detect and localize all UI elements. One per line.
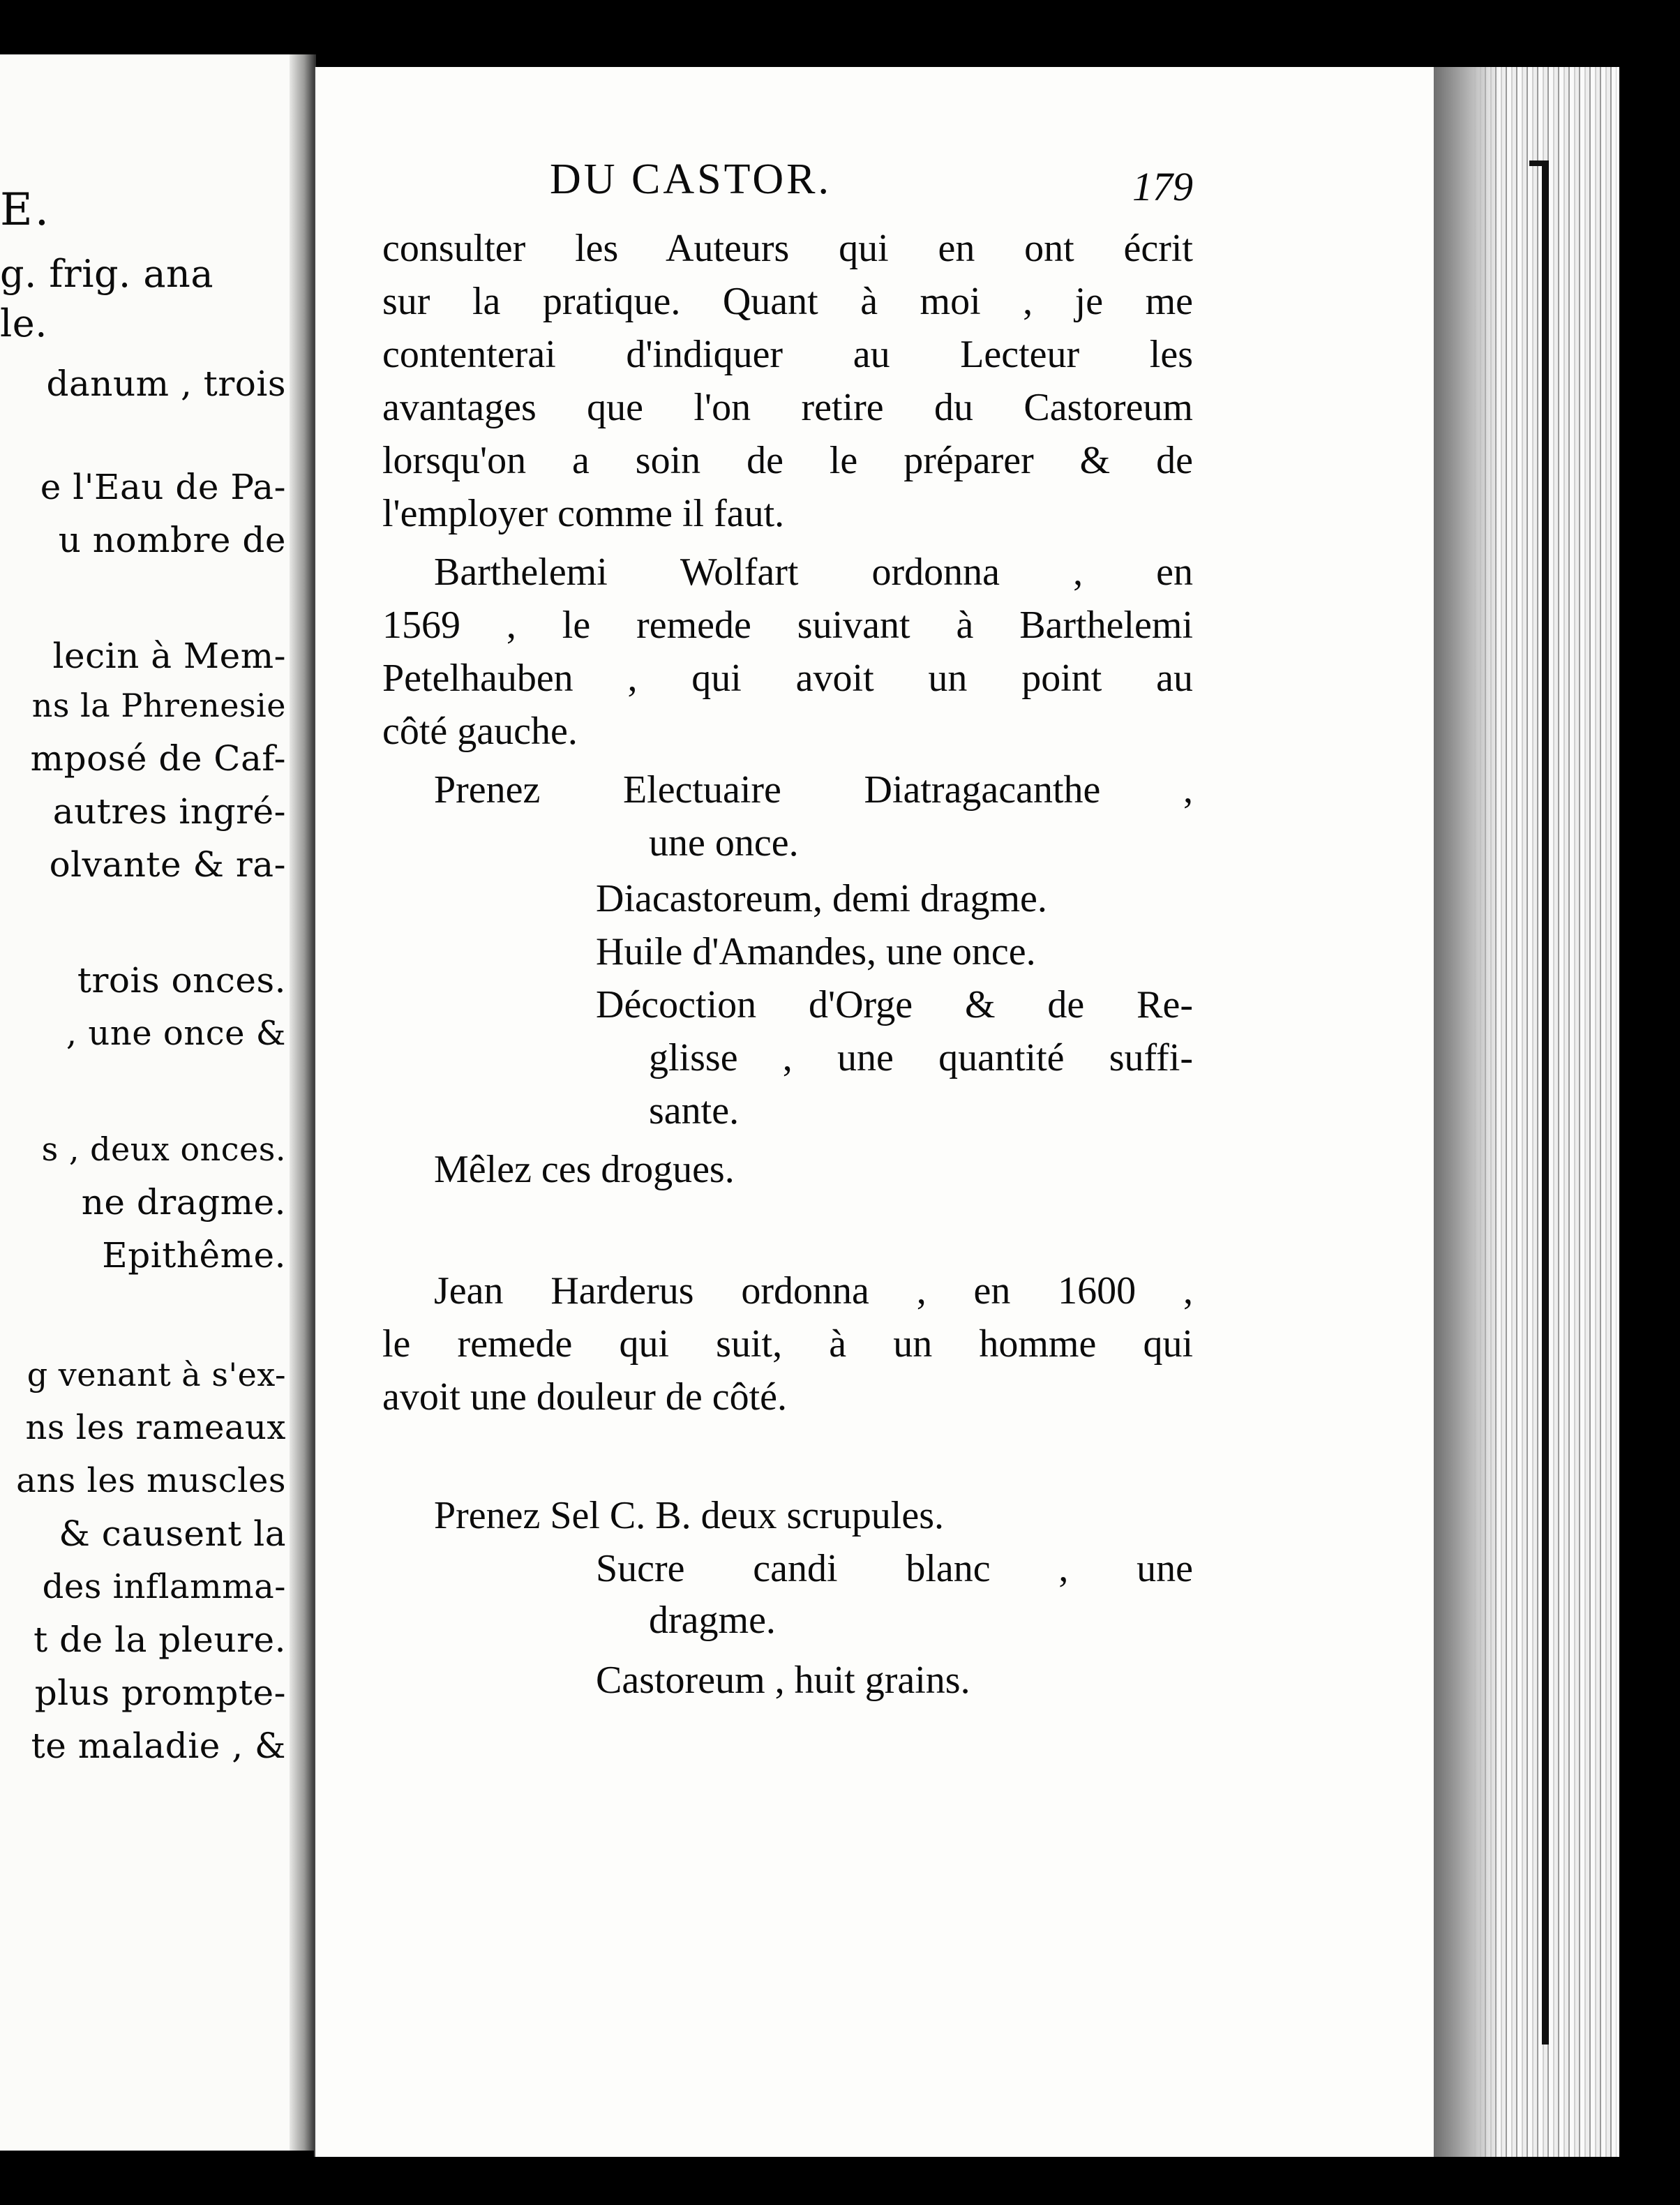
text-line: sur la pratique. Quant à moi , je me: [382, 280, 1193, 323]
left-line: ns les rameaux: [25, 1408, 286, 1447]
text-line: l'employer comme il faut.: [382, 492, 785, 535]
left-line: & causent la: [59, 1513, 286, 1554]
left-line: le.: [0, 301, 47, 345]
text-line: avoit une douleur de côté.: [382, 1375, 788, 1419]
book-gutter: [290, 54, 316, 2151]
running-title: DU CASTOR.: [550, 156, 832, 203]
left-line: u nombre de: [58, 520, 286, 560]
page-marker-line: [1542, 160, 1549, 2045]
page-header: [377, 155, 1193, 211]
left-line: ne dragme.: [81, 1182, 286, 1223]
left-line: ans les muscles: [16, 1461, 286, 1500]
left-line: te maladie , &: [31, 1726, 286, 1766]
left-line: danum , trois: [46, 364, 286, 404]
text-line: consulter les Auteurs qui en ont écrit: [382, 227, 1193, 270]
left-line: e l'Eau de Pa-: [40, 467, 286, 507]
left-line: g. frig. ana: [0, 252, 214, 296]
left-line: autres ingré-: [52, 791, 286, 832]
left-line: des inflamma-: [42, 1567, 286, 1606]
text-line: côté gauche.: [382, 710, 578, 753]
recipe-line: sante.: [649, 1089, 740, 1133]
recipe-line: Diacastoreum, demi dragme.: [596, 877, 1047, 920]
left-line: lecin à Mem-: [52, 636, 286, 676]
recipe-line: glisse , une quantité suffi-: [649, 1036, 1193, 1079]
left-line: mposé de Caf-: [30, 738, 286, 779]
left-line: s , deux onces.: [41, 1130, 286, 1168]
left-line: , une once &: [66, 1014, 286, 1053]
text-line: avantages que l'on retire du Castoreum: [382, 386, 1193, 429]
text-line: le remede qui suit, à un homme qui: [382, 1322, 1193, 1366]
page-number: 179: [1132, 164, 1193, 209]
recipe-line: Prenez Electuaire Diatragacanthe ,: [434, 768, 1193, 812]
left-page: [0, 54, 301, 2151]
recipe-line: Décoction d'Orge & de Re-: [596, 983, 1193, 1026]
recipe-line: une once.: [649, 821, 799, 865]
recipe-line: Huile d'Amandes, une once.: [596, 930, 1036, 973]
recipe-line: Mêlez ces drogues.: [434, 1148, 735, 1191]
left-line: olvante & ra-: [49, 844, 286, 885]
text-line: Jean Harderus ordonna , en 1600 ,: [434, 1269, 1193, 1313]
recipe-line: Castoreum , huit grains.: [596, 1659, 970, 1702]
left-running-head: E.: [0, 184, 52, 236]
text-line: lorsqu'on a soin de le préparer & de: [382, 439, 1193, 482]
text-line: 1569 , le remede suivant à Barthelemi: [382, 604, 1193, 647]
left-line: plus prompte-: [34, 1673, 286, 1713]
text-line: Barthelemi Wolfart ordonna , en: [434, 551, 1193, 594]
text-line: contenterai d'indiquer au Lecteur les: [382, 333, 1193, 376]
recipe-line: Sucre candi blanc , une: [596, 1547, 1193, 1590]
text-line: Petelhauben , qui avoit un point au: [382, 657, 1193, 700]
recipe-line: Prenez Sel C. B. deux scrupules.: [434, 1494, 944, 1537]
left-line: t de la pleure.: [33, 1620, 286, 1660]
left-line: Epithême.: [102, 1235, 286, 1276]
left-line: ns la Phrenesie: [31, 687, 286, 724]
left-line: trois onces.: [77, 960, 286, 1001]
recipe-line: dragme.: [649, 1599, 776, 1642]
page-edge-shadow: [1434, 67, 1500, 2157]
left-line: g venant à s'ex-: [27, 1356, 286, 1393]
